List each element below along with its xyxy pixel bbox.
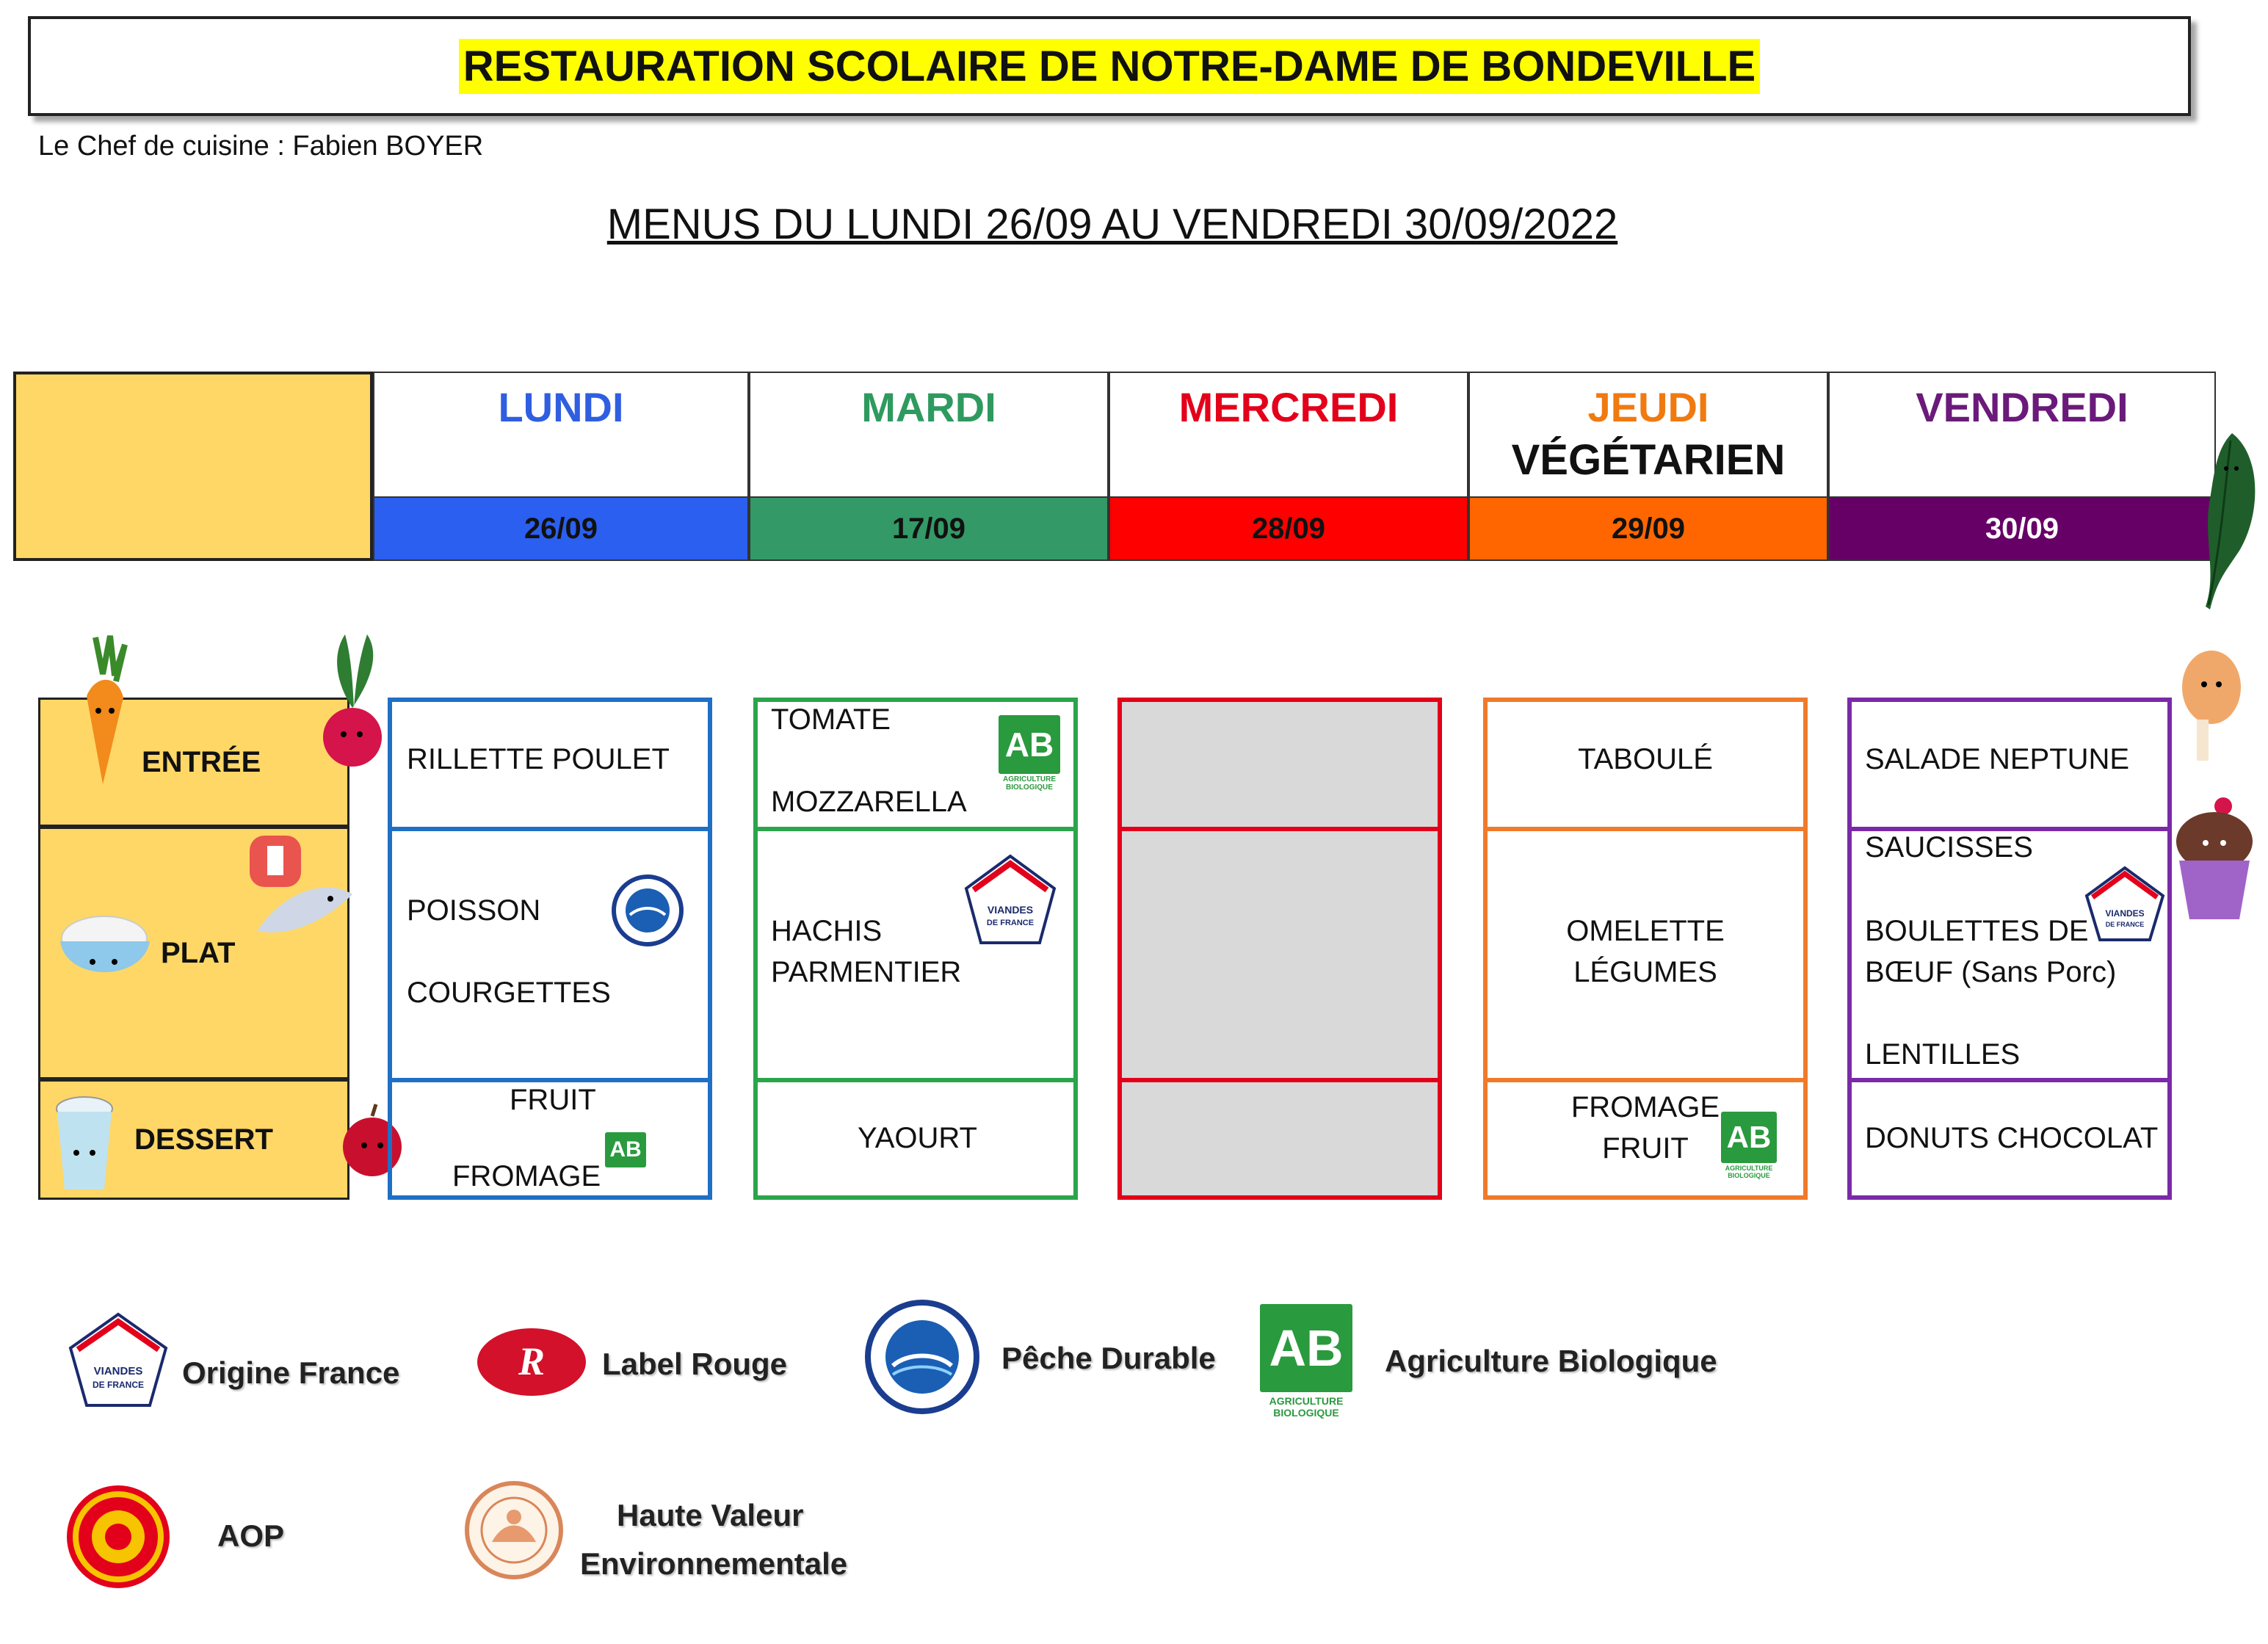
spinach-leaf-icon bbox=[2188, 426, 2261, 617]
day-header-jeudi bbox=[1468, 372, 1828, 496]
divider bbox=[388, 827, 712, 831]
day-date-mardi: 17/09 bbox=[749, 496, 1109, 561]
legend-agriculture-biologique: Agriculture Biologique bbox=[1385, 1344, 1717, 1378]
agriculture-biologique-icon: AB AGRICULTURE BIOLOGIQUE bbox=[1260, 1304, 1355, 1419]
vendredi-plat-2: BOULETTES DE bbox=[1865, 915, 2089, 947]
chef-name: Le Chef de cuisine : Fabien BOYER bbox=[38, 131, 484, 162]
mardi-plat-2: PARMENTIER bbox=[771, 956, 962, 988]
day-header-mardi bbox=[749, 372, 1109, 496]
mardi-dessert: YAOURT bbox=[858, 1122, 977, 1154]
svg-text:DE FRANCE: DE FRANCE bbox=[2105, 921, 2145, 928]
day-name-lundi: LUNDI bbox=[498, 384, 624, 430]
svg-text:R: R bbox=[518, 1339, 546, 1383]
legend-aop: AOP bbox=[217, 1518, 285, 1553]
mardi-entree-2: MOZZARELLA bbox=[771, 786, 967, 818]
svg-text:VIANDES: VIANDES bbox=[2105, 908, 2145, 919]
day-header-lundi bbox=[373, 372, 749, 496]
legend-hve-2: Environnementale bbox=[580, 1546, 848, 1581]
ab-bio-icon: AB AGRICULTURE BIOLOGIQUE bbox=[999, 715, 1060, 789]
mardi-plat-1: HACHIS bbox=[771, 915, 883, 947]
jeudi-dessert-2: FRUIT bbox=[1602, 1132, 1689, 1165]
divider bbox=[753, 827, 1078, 831]
lundi-entree: RILLETTE POULET bbox=[407, 743, 670, 775]
jeudi-plat-1: OMELETTE bbox=[1566, 915, 1725, 947]
vendredi-plat-1: SAUCISSES bbox=[1865, 831, 2033, 863]
header-corner-cell bbox=[13, 372, 373, 561]
lundi-plat-1: POISSON bbox=[407, 894, 541, 927]
divider bbox=[1117, 1078, 1442, 1082]
course-plat-label: PLAT bbox=[161, 936, 236, 969]
viandes-de-france-icon bbox=[2081, 863, 2169, 944]
day-date-mercredi: 28/09 bbox=[1109, 496, 1468, 561]
svg-text:DE FRANCE: DE FRANCE bbox=[986, 919, 1035, 927]
course-entree-label: ENTRÉE bbox=[142, 745, 261, 778]
svg-text:VIANDES: VIANDES bbox=[93, 1365, 143, 1377]
day-date-jeudi: 29/09 bbox=[1468, 496, 1828, 561]
aop-icon bbox=[63, 1482, 173, 1592]
day-name-vendredi: VENDREDI bbox=[1916, 384, 2128, 430]
legend-peche-durable: Pêche Durable bbox=[1001, 1341, 1216, 1375]
vegetarian-label: VÉGÉTARIEN bbox=[1511, 436, 1786, 484]
legend-label-rouge: Label Rouge bbox=[602, 1347, 788, 1381]
day-header-vendredi bbox=[1828, 372, 2216, 496]
divider bbox=[1483, 827, 1808, 831]
jeudi-plat-2: LÉGUMES bbox=[1573, 956, 1717, 988]
ab-bio-icon: AB AGRICULTURE BIOLOGIQUE bbox=[1721, 1112, 1777, 1178]
legend-origine-france: Origine France bbox=[182, 1355, 400, 1390]
peche-durable-icon bbox=[611, 874, 684, 947]
radish-icon bbox=[316, 627, 396, 781]
day-name-mercredi: MERCREDI bbox=[1178, 384, 1399, 430]
rice-bowl-icon bbox=[51, 909, 162, 990]
meat-fish-icon bbox=[242, 828, 360, 953]
day-name-mardi: MARDI bbox=[861, 384, 996, 430]
divider bbox=[388, 1078, 712, 1082]
origine-france-icon bbox=[63, 1310, 173, 1413]
divider bbox=[753, 1078, 1078, 1082]
ab-bio-icon: AB bbox=[605, 1132, 646, 1175]
day-name-jeudi: JEUDI bbox=[1587, 384, 1709, 430]
title-box bbox=[28, 16, 2191, 116]
viandes-de-france-icon bbox=[959, 852, 1062, 947]
lundi-dessert-2: FROMAGE bbox=[452, 1160, 601, 1192]
divider bbox=[1483, 1078, 1808, 1082]
divider bbox=[1847, 1078, 2172, 1082]
lundi-dessert-1: FRUIT bbox=[510, 1084, 596, 1116]
column-mercredi bbox=[1117, 698, 1442, 1200]
divider bbox=[1117, 827, 1442, 831]
jeudi-dessert-1: FROMAGE bbox=[1570, 1091, 1720, 1123]
day-date-lundi: 26/09 bbox=[373, 496, 749, 561]
vendredi-plat-4: LENTILLES bbox=[1865, 1038, 2021, 1071]
course-dessert-label: DESSERT bbox=[134, 1123, 273, 1156]
page-title: RESTAURATION SCOLAIRE DE NOTRE-DAME DE BONDEVILLE bbox=[459, 39, 1760, 94]
day-header-mercredi bbox=[1109, 372, 1468, 496]
vendredi-dessert: DONUTS CHOCOLAT bbox=[1865, 1122, 2159, 1154]
lundi-plat-2: COURGETTES bbox=[407, 977, 611, 1009]
day-date-vendredi: 30/09 bbox=[1828, 496, 2216, 561]
svg-text:DE FRANCE: DE FRANCE bbox=[92, 1380, 145, 1390]
peche-durable-icon bbox=[863, 1298, 981, 1416]
jeudi-entree: TABOULÉ bbox=[1578, 743, 1713, 775]
carrot-icon bbox=[73, 630, 132, 787]
haute-valeur-environnementale-icon bbox=[463, 1479, 565, 1582]
legend-hve-1: Haute Valeur bbox=[617, 1498, 804, 1532]
mardi-entree-1: TOMATE bbox=[771, 703, 891, 736]
chicken-leg-icon bbox=[2170, 643, 2244, 775]
yogurt-icon bbox=[51, 1087, 117, 1197]
vendredi-entree: SALADE NEPTUNE bbox=[1865, 743, 2130, 775]
svg-text:VIANDES: VIANDES bbox=[987, 904, 1034, 916]
vendredi-plat-3: BŒUF (Sans Porc) bbox=[1865, 956, 2117, 988]
label-rouge-icon bbox=[473, 1322, 590, 1402]
menu-subtitle: MENUS DU LUNDI 26/09 AU VENDREDI 30/09/2022 bbox=[606, 200, 1618, 248]
cupcake-icon bbox=[2170, 790, 2258, 922]
